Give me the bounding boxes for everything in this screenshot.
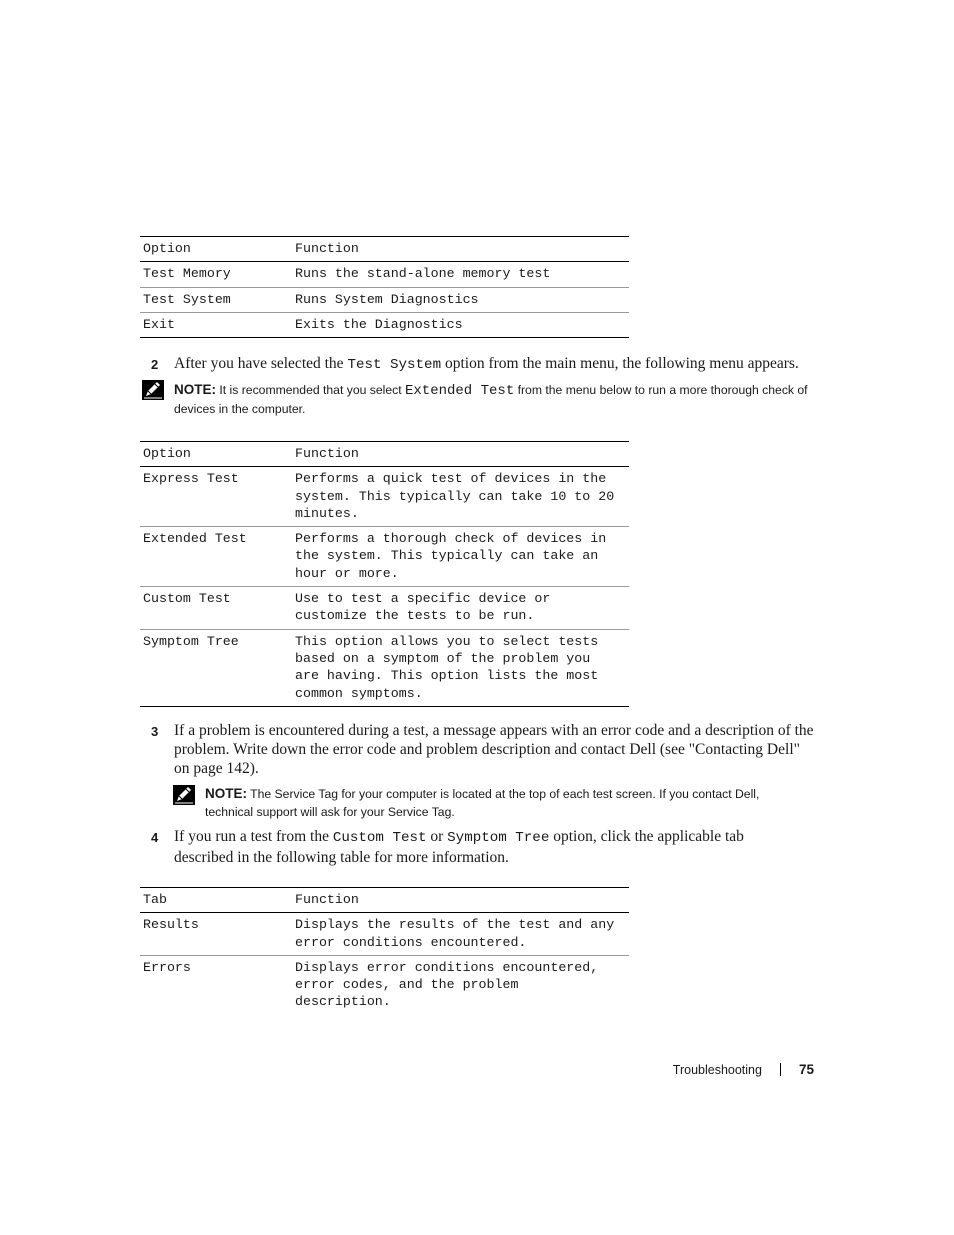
- note-label: NOTE:: [174, 382, 216, 397]
- step-4: [151, 827, 816, 867]
- option-cell: Extended Test: [143, 531, 247, 547]
- table-header-row: [140, 237, 629, 262]
- table-header-row: [140, 442, 629, 467]
- table-header-row: [140, 888, 629, 913]
- column-header-function: Function: [295, 446, 359, 461]
- function-cell: This option allows you to select tests based on a symptom of the problem you are having. This option lists the most common symptoms.: [295, 633, 599, 701]
- note-label: NOTE:: [205, 786, 247, 801]
- function-cell: Runs the stand-alone memory test: [295, 266, 551, 282]
- note-pencil-icon: [173, 785, 195, 805]
- note-pencil-icon: [142, 380, 164, 400]
- step-text-part: After you have selected the: [174, 355, 348, 372]
- option-cell: Express Test: [143, 471, 239, 487]
- column-header-tab: Tab: [143, 892, 167, 907]
- options-table-main-menu: [140, 236, 629, 338]
- column-header-function: Function: [295, 241, 359, 256]
- column-header-option: Option: [143, 241, 191, 256]
- options-table-test-menu: [140, 441, 629, 707]
- tab-cell: Results: [143, 917, 199, 933]
- table-row: [140, 262, 629, 287]
- step-3: [151, 721, 816, 778]
- option-cell: Test Memory: [143, 266, 231, 282]
- option-cell: Exit: [143, 316, 175, 332]
- table-row: [140, 467, 629, 527]
- option-cell: Test System: [143, 291, 231, 307]
- step-2: [151, 354, 816, 375]
- table-row: [140, 312, 629, 337]
- note-text-part: from the menu below to run a more thorough check of devices in the computer.: [174, 383, 808, 416]
- function-cell: Displays the results of the test and any error conditions encountered.: [295, 917, 615, 950]
- code-text: Custom Test: [332, 830, 427, 846]
- page-number: 75: [798, 1062, 814, 1077]
- code-text: Symptom Tree: [447, 830, 550, 846]
- option-cell: Custom Test: [143, 591, 231, 607]
- step-text-part: option from the main menu, the following menu appears.: [441, 355, 799, 372]
- footer-section-title: Troubleshooting: [672, 1062, 762, 1077]
- step-text: If a problem is encountered during a test, a message appears with an error code and a description of the problem. Write down the error code and problem description and contact Dell (see "Contacting Dell" on page 142).: [174, 722, 814, 777]
- function-cell: Performs a quick test of devices in the system. This typically can take 10 to 20 minutes.: [295, 471, 615, 521]
- function-cell: Use to test a specific device or customize the tests to be run.: [295, 591, 551, 624]
- code-text: Test System: [347, 357, 442, 373]
- step-number: 4: [151, 830, 159, 845]
- column-header-function: Function: [295, 892, 359, 907]
- note-text-part: It is recommended that you select: [216, 383, 405, 397]
- note-text-part: The Service Tag for your computer is located at the top of each test screen. If you contact Dell, technical support will ask for your Service Tag.: [205, 787, 760, 819]
- step-text-part: option, click the applicable tab described in the following table for more information.: [174, 828, 744, 866]
- step-number: 2: [151, 357, 159, 372]
- table-row: [140, 527, 629, 587]
- step-text-part: If you run a test from the: [174, 828, 333, 845]
- step-text: [174, 827, 784, 867]
- page-footer: [673, 1062, 814, 1077]
- table-row: [140, 287, 629, 312]
- note-extended-test: [174, 381, 814, 418]
- step-text-part: or: [426, 828, 448, 845]
- function-cell: Exits the Diagnostics: [295, 316, 463, 332]
- table-row: [140, 587, 629, 630]
- note-service-tag: [205, 785, 805, 821]
- function-cell: Displays error conditions encountered, error codes, and the problem description.: [295, 959, 599, 1010]
- step-text: [174, 354, 816, 375]
- table-row: [140, 913, 629, 956]
- table-row: [140, 955, 629, 1014]
- code-text: Extended Test: [405, 383, 515, 399]
- footer-divider: [780, 1063, 781, 1076]
- column-header-option: Option: [143, 446, 191, 461]
- tab-cell: Errors: [143, 959, 191, 975]
- step-number: 3: [151, 724, 159, 739]
- option-cell: Symptom Tree: [143, 633, 239, 649]
- function-cell: Performs a thorough check of devices in the system. This typically can take an hour or more.: [295, 531, 607, 581]
- table-row: [140, 629, 629, 706]
- function-cell: Runs System Diagnostics: [295, 291, 479, 307]
- tabs-table: [140, 887, 629, 1015]
